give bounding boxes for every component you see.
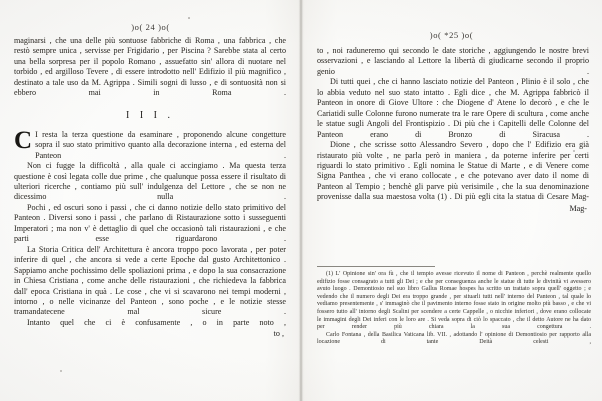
left-page-text-column (14, 36, 286, 338)
right-page-text-column (317, 46, 589, 213)
dropcap-paragraph-block (14, 126, 286, 161)
paper-speck (573, 150, 575, 152)
section-heading: I I I . (126, 109, 174, 121)
footnote-block (317, 271, 591, 347)
left-page-header: )o( 24 )o( (131, 22, 170, 32)
paper-speck (60, 370, 62, 372)
paragraph: Dione , che scrisse sotto Alessandro Severo , dopo che l' Edifizio era già ristaurato più volte , ne parla però in maniera , da poterne inferire per certi riguardi lo stato primitivo . Egli nomina le Statue di Marte , e di Venere come Signa Panthea , che vi erano collocate , e che potevano aver dato il nome di Panteon al Tempio ; benchè gli parve più verisimile , che la sua denominazione provenisse dalla sua maestosa volta (1) . Di più egli cita la statua di Cesare Mag- (317, 140, 589, 202)
paper-speck (188, 17, 190, 19)
paragraph: Non ci fugge la difficoltà , alla quale ci accingiamo . Ma questa terza questione è così legata colle due prime , che qualunque possa essere il risultato di ulteriori ricerche , contiamo più sull' indulgenza del Lettore , che se non ne dicessimo nulla . (14, 161, 286, 202)
catchword: to , (273, 329, 284, 339)
right-page (301, 0, 602, 401)
footnote-separator-rule (317, 266, 435, 267)
footnote-text-continued: Carlo Fontana , della Basilica Vaticana lib. VII. , adottando l' opinione di Demontiosio per rapporto alla locazione di tante Deità celesti , (317, 331, 591, 346)
catchword: Mag- (569, 203, 587, 213)
paragraph: Pochi , ed oscuri sono i passi , che ci danno notizie dello stato primitivo del Panteon . Diversi sono i passi , che parlano di Ristaurazione sotto i susseguenti Imperatori ; ma non v' è dettaglio di quel che occasionò tali ristaurazioni , e che parti esse riguardarono . (14, 202, 286, 244)
paragraph: Di tutti quei , che ci hanno lasciato notizie del Panteon , Plinio è il solo , che lo abbia veduto nel suo stato intatto . Egli dice , che M. Agrippa fabbricò il Panteon in onore di Giove Ultore : che Diogene d' Atene lo decorò , e che le Cariatidi sulle Colonne furono numerate tra le rare Opere di scultura , come anche le statue sugli Angoli del Frontispizio . Di più che i Capitelli delle Colonne del Panteon erano di Bronzo di Siracusa . (317, 77, 589, 139)
paragraph: I resta la terza questione da esaminare , proponendo alcune congetture sopra il suo stato primitivo quanto alla decorazione interna , ed esterna del Panteon . (35, 129, 286, 160)
drop-cap: C (14, 126, 33, 154)
right-page-header: )o( *25 )o( (429, 30, 474, 40)
paragraph: maginarsi , che una delle più sontuose fabbriche di Roma , una fabbrica , che restò sempre unica , servisse per Frigidario , per Piscina ? Sarebbe stata al certo una bella sorpresa per il popolo Romano , assuefatto sin' allora di nuotare nel torbido , ed argilloso Tevere , di essere introdotto nell' Edifizio il più magnifico , destinato a tale uso da M. Agrippa . Simili sogni di lusso , e di sontuosità non si ebbero mai in Roma . (14, 36, 286, 98)
footnote-text: (1) L' Opinione sin' ora fù , che il tempio avesse ricevuto il nome di Panteon , perchè realmente quello edifizio fosse consagrato a tutti gli Dei ; e che per conseguenza anche le statue di tutte le divinità vi avessero avuto luogo . Demontiosio nel suo libro Gallus Romae hospes ha scritto un trattato sopra quell' oggetto ; e vedendo che il numero degli Dei era troppo grande , per situarli tutti nell' interno del Panteon , tal quale lo vediamo presentemente , s' immaginò che il pavimento interno fosse stato in origine molto più basso , e che vi fossero tutto all' intorno degli Scalini per scendere a certe Cappelle , o nicchie inferiori , dove erano collocate le immagini degli Dei inferi con le loro are . Si veda sopra di ciò lo spaccato , che il detto Autore ne ha dato per render più chiara la sua congettura . (317, 271, 591, 331)
paragraph: La Storia Critica dell' Architettura è ancora troppo poco lavorata , per poter inferire di quel , che ancora si vede a certe Epoche dal gusto Architettonico . Sappiamo anche pochissimo delle spoliazioni prima , e dopo la sua consacrazione in Chiesa Cristiana , come anche delle ristaurazioni , che richiedeva la fabbrica dall' epoca Cristiana in quà . Le cose , che vi si scavarono nei tempi moderni , intorno , o nelle vicinanze del Panteon , sono poche , e le notizie stesse tramandatecene mal sicure . (14, 244, 286, 317)
paragraph: Intanto quel che ci è confusamente , o in parte noto , (27, 317, 286, 327)
paragraph: to , noi raduneremo qui secondo le date storiche , aggiungendo le nostre brevi osservazioni , e lasciando al Lettore la libertà di giudicarne secondo il proprio genio . (317, 46, 589, 76)
